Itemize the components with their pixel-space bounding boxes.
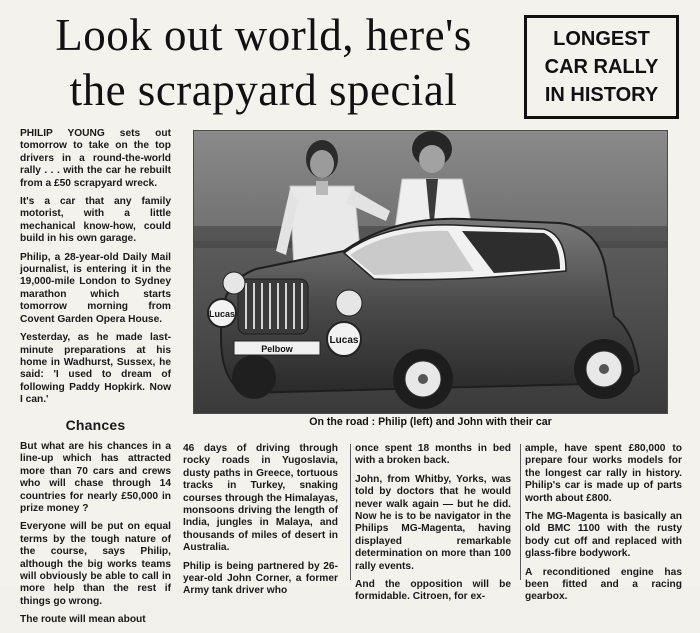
route-paragraph: 46 days of driving through rocky roads in Yugoslavia, dusty paths in Greece, tortuous tracks in Turkey, snaking courses through the Himalayas, monsoons driving the length of India, jungles in Malaya, and thousands of miles of desert in Australia.	[183, 443, 338, 554]
mg-magenta-paragraph: The MG-Magenta is basically an old BMC 1100 with the rusty body cut off and replaced with glass-fibre bodywork.	[525, 511, 682, 560]
intro-paragraph	[20, 128, 171, 190]
number-plate: Pelbow	[261, 344, 293, 354]
chances-paragraph-3: The route will mean about	[20, 614, 146, 626]
photo-caption: On the road : Philip (left) and John with their car	[309, 416, 552, 428]
lucas-badge-left: Lucas	[208, 309, 236, 319]
lucas-badge-right: Lucas	[329, 335, 359, 346]
opposition-paragraph: And the opposition will be formidable. Citroen, for ex-	[355, 579, 511, 603]
bottom-column-3	[525, 443, 682, 610]
engine-paragraph: A reconditioned engine has been fitted and a racing gearbox.	[525, 566, 682, 603]
john-paragraph-1: once spent 18 months in bed with a broken back.	[355, 443, 511, 467]
column-divider-2	[520, 444, 521, 580]
rally-car-photo	[193, 130, 668, 414]
kicker-line-3: IN HISTORY	[544, 84, 659, 106]
headline	[16, 8, 511, 118]
john-paragraph-2: John, from Whitby, Yorks, was told by doctors that he would never walk again — but he did. Now he is to be navigator in the Philips MG-Magenta, having displayed remarkable determination on more than 100 rally events.	[355, 473, 511, 572]
column-divider-1	[350, 444, 351, 580]
citroen-paragraph: ample, have spent £80,000 to prepare four works models for the longest car rally in history. Philip's car is made up of parts worth about £800.	[525, 443, 682, 504]
headline-line-1: Look out world, here's	[55, 10, 472, 60]
kicker-line-1: LONGEST	[553, 28, 650, 50]
kicker-line-2: CAR RALLY	[544, 56, 659, 78]
chances-paragraph-1: But what are his chances in a line-up which has attracted more than 70 cars and crews who will chase through 14 countries for nearly £50,000 in prize money ?	[20, 440, 171, 514]
intro-paragraph-4: Yesterday, as he made last-minute preparations at his home in Wadhurst, Sussex, he said: 'I used to dream of following Paddy Hopkirk. Now I can.'	[20, 332, 171, 406]
headline-line-2: the scrapyard special	[69, 65, 458, 115]
intro-paragraph-3: Philip, a 28-year-old Daily Mail journalist, is entering it in the 19,000-mile London to Sydney marathon which starts tomorrow morning from Covent Garden Opera House.	[20, 251, 171, 325]
subhead-chances: Chances	[65, 416, 126, 433]
intro-paragraph-2: It's a car that any family motorist, with a little mechanical know-how, could build in his own garage.	[20, 196, 171, 245]
rally-car-illustration	[194, 131, 667, 413]
byline-name: PHILIP YOUNG	[20, 128, 105, 139]
bottom-column-2	[355, 443, 511, 610]
partner-paragraph: Philip is being partnered by 26-year-old John Corner, a former Army tank driver who	[183, 560, 338, 597]
chances-paragraph-2: Everyone will be put on equal terms by the tough nature of the course, says Philip, although the big works teams will obviously be able to call in more help than the rest if things go wrong.	[20, 521, 171, 607]
left-column	[20, 128, 171, 633]
bottom-column-1	[183, 443, 338, 604]
byline-rest: sets out tomorrow to take on the top drivers in a round-the-world rally . . . with the car he rebuilt from a £50 scrapyard wreck.	[20, 128, 172, 189]
kicker-box	[524, 15, 679, 119]
